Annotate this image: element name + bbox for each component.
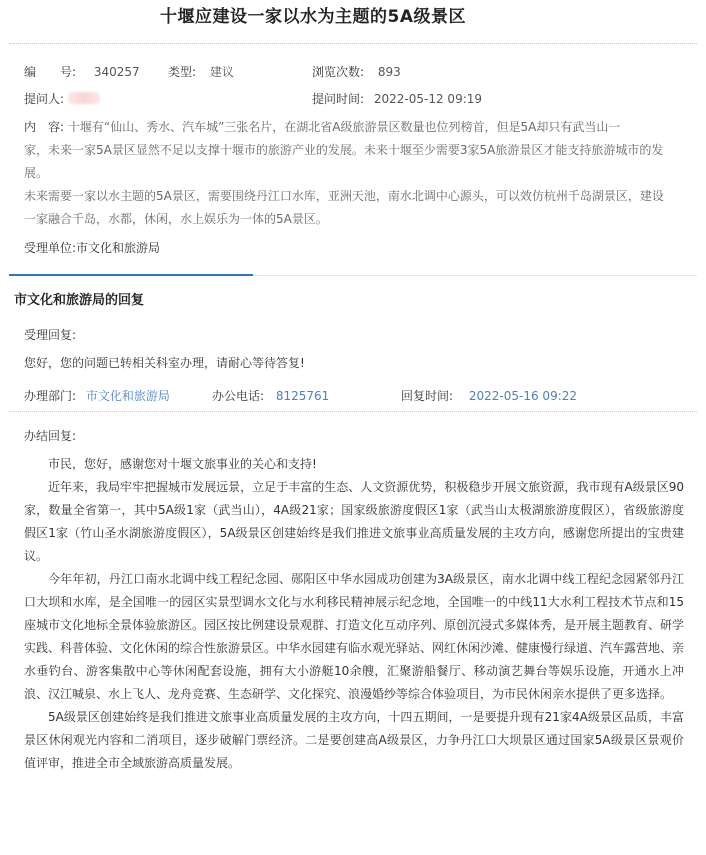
content-line: 展。 [24, 166, 49, 180]
accept-reply-text: 您好，您的问题已转相关科室办理，请耐心等待答复! [24, 356, 305, 370]
dept-field [24, 387, 170, 404]
type-field [168, 64, 234, 80]
views-value: 893 [377, 65, 401, 79]
content-label: 内 容: [24, 120, 65, 134]
asker-label: 提问人: [24, 92, 65, 106]
phone-value: 8125761 [275, 389, 330, 403]
content-line: 家，未来一家5A景区显然不足以支撑十堰市的旅游产业的发展。未来十堰至少需要3家5A旅游景区才能支持旅游城市的发 [24, 143, 664, 157]
id-label: 编 号: [24, 65, 77, 79]
dept-value: 市文化和旅游局 [85, 389, 170, 403]
type-label: 类型: [168, 65, 197, 79]
reply-time-label: 回复时间: [401, 389, 454, 403]
question-content [24, 116, 672, 231]
page-title: 十堰应建设一家以水为主题的5A级景区 [160, 7, 466, 27]
id-value: 340257 [93, 65, 140, 79]
content-line: 未来需要一家以水主题的5A景区，需要围绕丹江口水库，亚洲天池，南水北调中心源头，可以效仿杭州千岛湖景区，建设 [24, 189, 664, 203]
phone-label: 办公电话: [212, 389, 265, 403]
reply-paragraph: 5A级景区创建始终是我们推进文旅事业高质量发展的主攻方向，十四五期间，一是要提升现有21家4A级景区品质，丰富景区休闲观光内容和二消项目，逐步破解门票经济。二是要创建高A级景区，力争丹江口大坝景区通过国家5A级景区景观价值评审，推进全市全域旅游高质量发展。 [24, 710, 684, 770]
asker-field [24, 91, 100, 107]
content-line: 一家融合千岛，水都，休闲，水上娱乐为一体的5A景区。 [24, 212, 328, 226]
type-value: 建议 [209, 65, 234, 79]
reply-paragraph: 市民，您好，感谢您对十堰文旅事业的关心和支持! [48, 457, 317, 471]
unit-field [24, 240, 160, 256]
reply-section-title: 市文化和旅游局的回复 [14, 293, 145, 308]
dept-label: 办理部门: [24, 389, 77, 403]
phone-field [212, 387, 329, 404]
final-reply-label: 办结回复: [24, 429, 77, 443]
content-line: 十堰有“仙山、秀水、汽车城”三张名片，在湖北省A级旅游景区数量也位列榜首，但是5A却只有武当山一 [67, 120, 621, 134]
id-field [24, 64, 140, 80]
unit-value: 市文化和旅游局 [76, 241, 161, 255]
meta-divider [9, 411, 697, 412]
views-label: 浏览次数: [312, 65, 365, 79]
time-field [312, 91, 482, 107]
title-divider [9, 43, 697, 44]
redacted-name [68, 92, 100, 104]
reply-time-field [401, 387, 577, 404]
time-value: 2022-05-12 09:19 [373, 92, 483, 106]
views-field [312, 64, 401, 80]
accept-label: 受理回复: [24, 328, 77, 342]
final-reply-body [24, 453, 684, 775]
reply-paragraph: 近年来，我局牢牢把握城市发展远景，立足于丰富的生态、人文资源优势，积极稳步开展文旅资源，我市现有A级景区90家，数量全省第一，其中5A级1家（武当山），4A级21家；国家级旅游度假区1家（武当山太极湖旅游度假区），省级旅游度假区1家（竹山圣水湖旅游度假区），5A级景区创建始终是我们推进文旅事业高质量发展的主攻方向，感谢您所提出的宝贵建议。 [24, 480, 684, 563]
section-divider-accent [9, 274, 253, 276]
reply-paragraph: 今年年初，丹江口南水北调中线工程纪念园、郧阳区中华水园成功创建为3A级景区，南水北调中线工程纪念园紧邻丹江口大坝和水库，是全国唯一的园区实景型调水文化与水利移民精神展示纪念地，全国唯一的中线11大水利工程技术节点和15座城市文化地标全景体验旅游区。园区按比例建设景观群、打造文化互动序列、原创沉浸式多媒体秀，是开展主题教育、研学实践、科普体验、文化休闲的综合性旅游景区。中华水园建有临水观光驿站、网红休闲沙滩、健康慢行绿道、汽车露营地、亲水垂钓台、游客集散中心等休闲配套设施，拥有大小游艇10余艘，汇聚游船餐厅、移动演艺舞台等娱乐设施，开通水上冲浪、汉江喊泉、水上飞人、龙舟竞赛、生态研学、文化探究、浪漫婚纱等综合体验项目，为市民休闲亲水提供了更多选择。 [24, 572, 685, 701]
time-label: 提问时间: [312, 92, 365, 106]
unit-label: 受理单位: [24, 241, 77, 255]
reply-time-value: 2022-05-16 09:22 [468, 389, 578, 403]
